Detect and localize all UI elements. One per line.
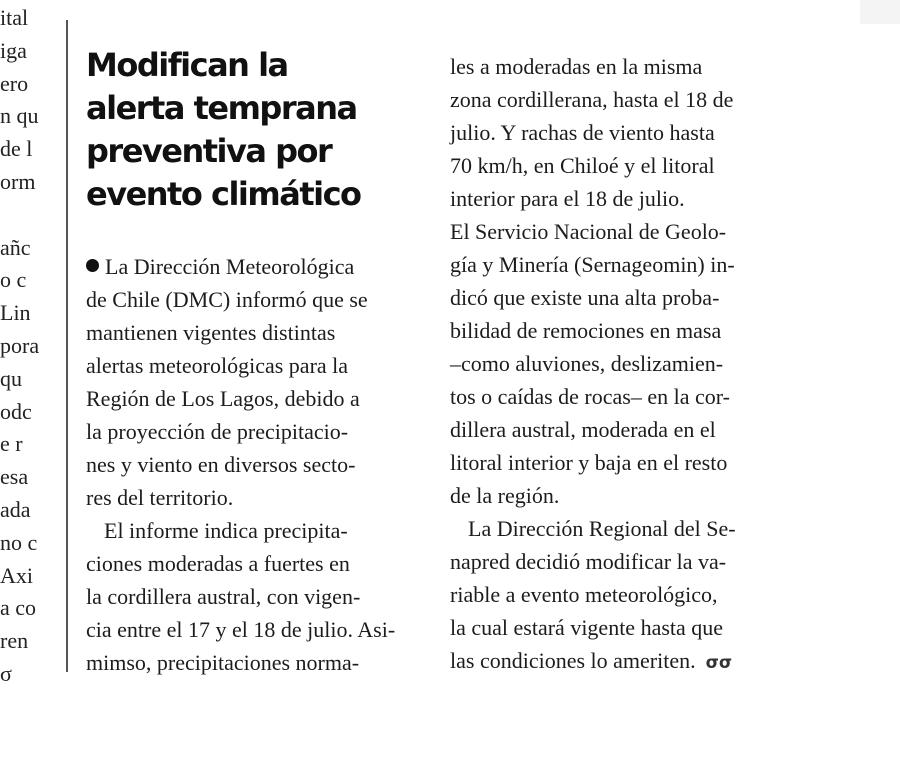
line-text: cia entre el 17 y el 18 de julio. Asi- [86, 617, 396, 642]
line-text: El Servicio Nacional de Geolo- [450, 219, 727, 244]
line-text: 70 km/h, en Chiloé y el litoral [450, 153, 715, 178]
sernageomin-line [450, 446, 780, 479]
sernageomin-line [450, 380, 780, 413]
forecast-line [450, 149, 780, 182]
sernageomin-line [450, 347, 780, 380]
line-text: La Dirección Regional del Se- [468, 516, 736, 541]
fragment-line: esa [0, 464, 29, 490]
line-text: interior para el 18 de julio. [450, 186, 685, 211]
paragraph-intro [86, 250, 414, 514]
line-text: nes y viento en diversos secto- [86, 452, 356, 477]
fragment-line: ital [0, 5, 29, 30]
line-text: bilidad de remociones en masa [450, 318, 722, 343]
forecast-line [86, 547, 414, 580]
line-text: dicó que existe una alta proba- [450, 285, 720, 310]
line-text: la cual estará vigente hasta que [450, 615, 724, 640]
fragment-line: n qu [0, 103, 39, 129]
fragment-line: e r [0, 431, 23, 457]
forecast-line [450, 50, 780, 83]
sernageomin-line [450, 248, 780, 281]
line-text: de la región. [450, 483, 560, 508]
line-text: mantienen vigentes distintas [86, 320, 336, 345]
line-text: julio. Y rachas de viento hasta [450, 120, 715, 145]
headline-line: alerta temprana [86, 89, 357, 127]
column-rule [66, 20, 68, 672]
line-text: El informe indica precipita- [104, 518, 348, 543]
fragment-line: o c [0, 267, 27, 293]
intro-line [86, 316, 414, 349]
line-text: –como aluviones, deslizamien- [450, 351, 724, 376]
bullet-icon [86, 259, 99, 272]
paragraph-forecast-continued [450, 50, 780, 215]
fragment-line [0, 199, 40, 232]
line-text: las condiciones lo ameriten. [450, 648, 696, 673]
fragment-line: iga [0, 37, 27, 63]
article-column-1 [86, 250, 414, 679]
fragment-line: pora [0, 332, 40, 358]
fragment-line: orm [0, 168, 36, 194]
forecast-line [450, 83, 780, 116]
forecast-line [86, 613, 414, 646]
forecast-line [86, 646, 414, 679]
headline [86, 44, 426, 216]
article-column-2 [450, 50, 780, 680]
line-text: de Chile (DMC) informó que se [86, 287, 368, 312]
fragment-line: Axi [0, 562, 33, 588]
fragment-line: ero [0, 70, 29, 96]
line-text: tos o caídas de rocas– en la cor- [450, 384, 730, 409]
forecast-line [450, 116, 780, 149]
line-text: ciones moderadas a fuertes en [86, 551, 350, 576]
sernageomin-line [450, 413, 780, 446]
line-text: la cordillera austral, con vigen- [86, 584, 361, 609]
intro-line [86, 250, 414, 283]
line-text: alertas meteorológicas para la [86, 353, 349, 378]
fragment-line: ren [0, 628, 29, 654]
line-text: litoral interior y baja en el resto [450, 450, 728, 475]
senapred-line [450, 644, 780, 680]
senapred-line [450, 512, 780, 545]
intro-line [86, 283, 414, 316]
previous-article-fragments [0, 2, 40, 691]
paragraph-sernageomin [450, 215, 780, 512]
line-text: dillera austral, moderada en el [450, 417, 716, 442]
sernageomin-line [450, 479, 780, 512]
line-text: zona cordillerana, hasta el 18 de [450, 87, 734, 112]
forecast-line [86, 514, 414, 547]
fragment-line: Lin [0, 300, 31, 326]
fragment-line: añc [0, 234, 31, 260]
forecast-line [86, 580, 414, 613]
senapred-line [450, 545, 780, 578]
headline-line: Modifican la [86, 46, 288, 84]
fragment-line: de l [0, 136, 33, 162]
scan-edge-shade [860, 0, 900, 24]
line-text: Región de Los Lagos, debido a [86, 386, 360, 411]
senapred-line [450, 611, 780, 644]
intro-line [86, 349, 414, 382]
senapred-line [450, 578, 780, 611]
headline-line: evento climático [86, 175, 361, 213]
line-text: La Dirección Meteorológica [105, 254, 355, 279]
sernageomin-line [450, 281, 780, 314]
headline-line: preventiva por [86, 132, 332, 170]
fragment-line: no c [0, 529, 38, 555]
end-of-article-icon: σσ [705, 653, 733, 673]
line-text: mimso, precipitaciones norma- [86, 650, 360, 675]
intro-line [86, 382, 414, 415]
sernageomin-line [450, 215, 780, 248]
fragment-line: a co [0, 595, 37, 621]
fragment-line: σ [0, 660, 12, 686]
intro-line [86, 415, 414, 448]
sernageomin-line [450, 314, 780, 347]
intro-line [86, 448, 414, 481]
fragment-line: ada [0, 496, 31, 522]
line-text: les a moderadas en la misma [450, 54, 703, 79]
forecast-line [450, 182, 780, 215]
line-text: gía y Minería (Sernageomin) in- [450, 252, 735, 277]
line-text: res del territorio. [86, 485, 234, 510]
intro-line [86, 481, 414, 514]
line-text: napred decidió modificar la va- [450, 549, 727, 574]
line-text: la proyección de precipitacio- [86, 419, 349, 444]
paragraph-senapred [450, 512, 780, 680]
paragraph-forecast [86, 514, 414, 679]
line-text: riable a evento meteorológico, [450, 582, 718, 607]
fragment-line: odc [0, 398, 32, 424]
fragment-line: qu [0, 365, 22, 391]
